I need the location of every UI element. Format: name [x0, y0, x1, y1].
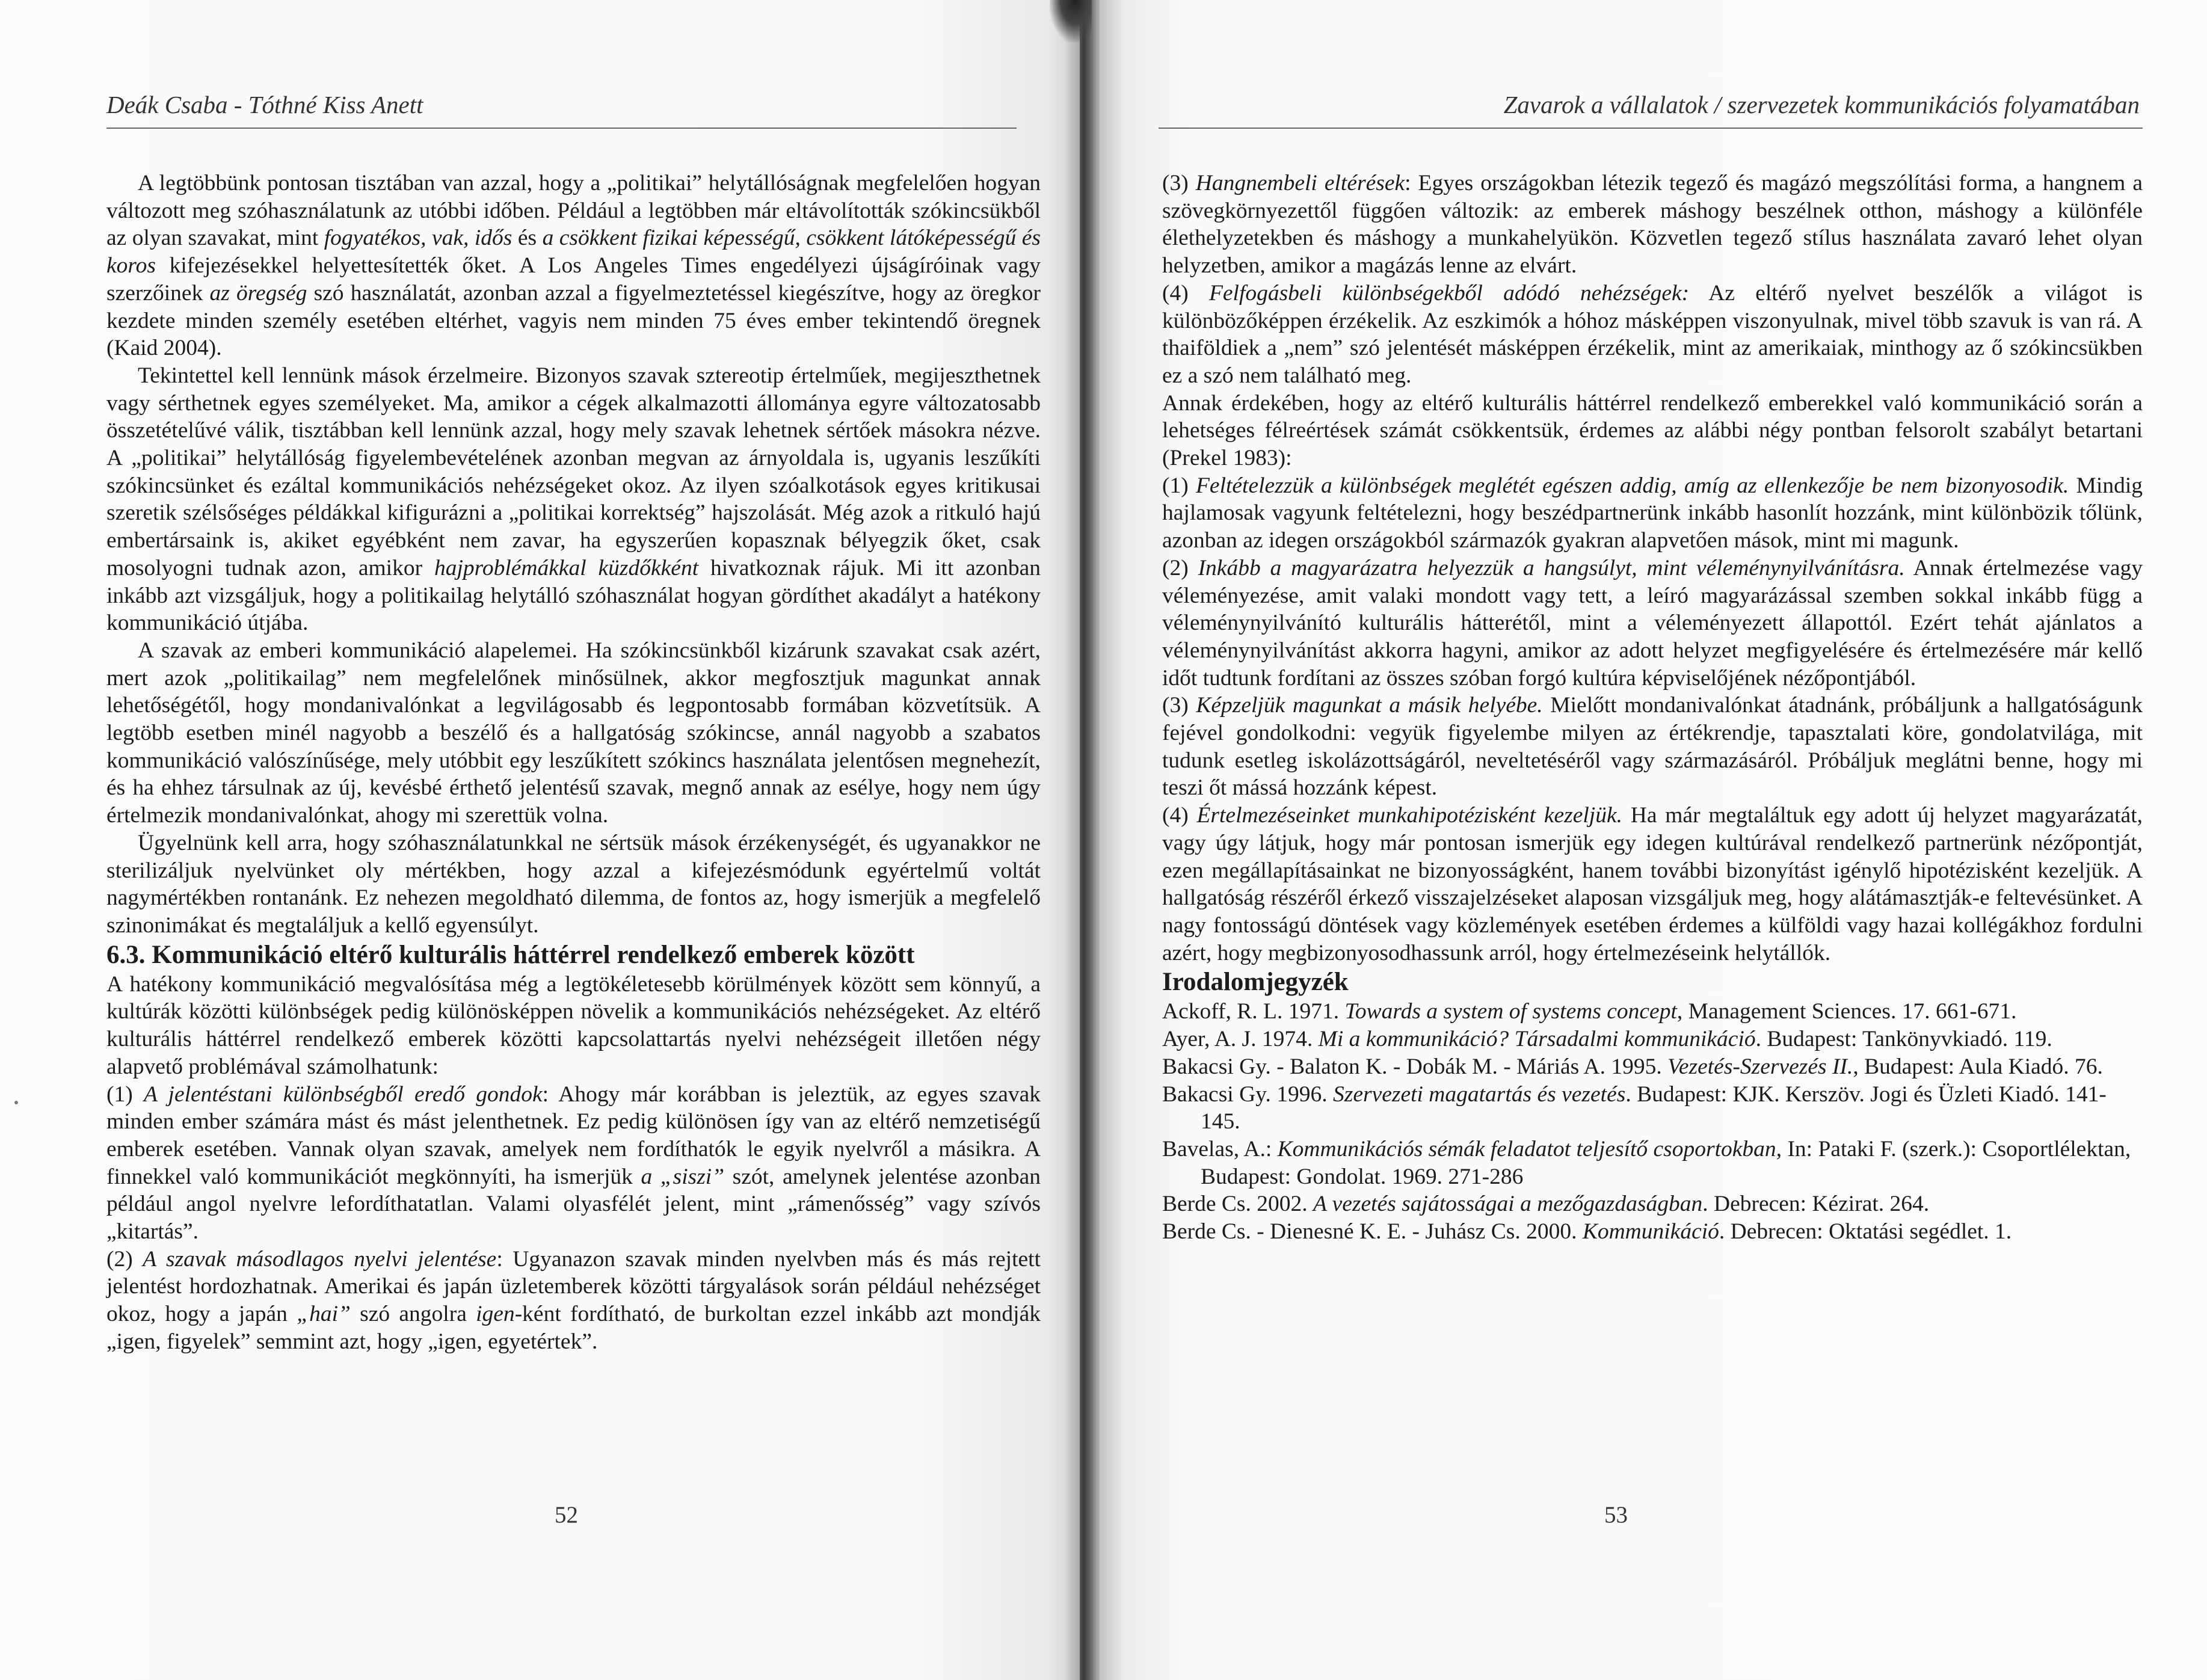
right-header-rule — [1159, 128, 2143, 129]
left-page-number: 52 — [555, 1502, 578, 1528]
right-list-item-4: (4) Felfogásbeli különbségekből adódó nehézségek: Az eltérő nyelvet beszélők a világot is különbözőképpen érzékelik. Az eszkimók a hóhoz másképpen viszonyulnak, mivel több szavuk is van rá. A thaiföldiek a „nem” szó jelentését másképpen érzékelik, mint az amerikaiak, minthogy az ő szókincsükben ez a szó nem található meg. — [1162, 280, 2143, 388]
book-spine-top-shadow — [1050, 0, 1092, 42]
left-paragraph-1: A legtöbbünk pontosan tisztában van azzal, hogy a „politikai” helytállóságnak megfelelően hogyan változott meg szóhasználatunk az utóbbi időben. Például a legtöbben már eltávolították szókincsükből az olyan szavakat, mint fogyatékos, vak, idős és a csökkent fizikai képességű, csökkent látóképességű és koros kifejezésekkel helyettesítették őket. A Los Angeles Times engedélyezi újságíróinak vagy szerzőinek az öregség szó használatát, azonban azzal a figyelmeztetéssel kiegészítve, hogy az öregkor kezdete minden személy esetében eltérhet, vagyis nem minden 75 éves ember tekintendő öregnek (Kaid 2004). — [106, 171, 1041, 361]
left-header-rule — [106, 128, 1017, 129]
left-paragraph-2: Tekintettel kell lennünk mások érzelmeire. Bizonyos szavak sztereotip értelműek, megijeszthetnek vagy sérthetnek egyes személyeket. Ma, amikor a cégek alkalmazotti állománya egyre változatosabb összetételűvé válik, tisztábban kell lennünk azzal, hogy mely szavak lehetnek sértőek másokra nézve. A „politikai” helytállóság figyelembevételének azonban megvan az árnyoldala is, ugyanis leszűkíti szókincsünket és ezáltal kommunikációs nehézségeket okoz. Az ilyen szóalkotások egyes kritikusai szeretik szélsőséges példákkal kifigurázni a „politikai korrektség” hajszolását. Még azok a ritkuló hajú embertársaink is, akiket egyébként nem zavar, ha egyszerűen kopasznak bélyegzik őket, csak mosolyogni tudnak azon, amikor hajproblémákkal küzdőkként hivatkoznak rájuk. Mi itt azonban inkább azt vizsgáljuk, hogy a politikailag helytálló szóhasználat hogyan gördíthet akadályt a hatékony kommunikáció útjába. — [106, 363, 1041, 636]
book-spine-shadow — [1063, 0, 1100, 1680]
left-body-text — [106, 170, 1041, 1356]
right-page — [1080, 0, 2207, 1680]
right-body-text — [1162, 170, 2143, 1246]
left-paragraph-5: A hatékony kommunikáció megvalósítása még a legtökéletesebb körülmények között sem könnyű, a kultúrák közötti különbségek pedig különösképpen növelik a kommunikációs nehézségeket. Az eltérő kulturális háttérrel rendelkező emberek közötti kapcsolattartás nyelvi nehézségeit illetően négy alapvető problémával számolhatunk: — [106, 971, 1041, 1079]
reference-item: Bavelas, A.: Kommunikációs sémák feladatot teljesítő csoportokban, In: Pataki F. (szerk.): Csoportlélektan, Budapest: Gondolat. 1969. 271-286 — [1162, 1136, 2131, 1189]
right-rule-1: (1) Feltételezzük a különbségek meglétét egészen addig, amíg az ellenkezője be nem bizonyosodik. Mindig hajlamosak vagyunk feltételezni, hogy beszédpartnerünk inkább hasonlít hozzánk, mint különbözik tőlünk, azonban az idegen országokból származók gyakran alapvetően mások, mint mi magunk. — [1162, 473, 2143, 553]
right-list-item-3: (3) Hangnembeli eltérések: Egyes országokban létezik tegező és magázó megszólítási forma, a hangnem a szövegkörnyezettől függően változik: az emberek máshogy beszélnek otthon, máshogy a különféle élethelyzetekben és máshogy a munkahelyükön. Közvetlen tegező stílus használata zavaró lehet olyan helyzetben, amikor a magázás lenne az elvárt. — [1162, 171, 2143, 278]
left-paragraph-3: A szavak az emberi kommunikáció alapelemei. Ha szókincsünkből kizárunk szavakat csak azért, mert azok „politikailag” nem megfelelőnek minősülnek, akkor megfosztjuk magunkat annak lehetőségétől, hogy mondanivalónkat a legvilágosabb és legpontosabb formában közvetítsük. A legtöbb esetben minél nagyobb a beszélő és a hallgatóság szókincse, annál nagyobb a szabatos kommunikáció valószínűsége, mely utóbbit egy leszűkített szókincs használata jelentősen megnehezít, és ha ehhez társulnak az új, kevésbé érthető jelentésű szavak, megnő annak az esélye, hogy nem úgy értelmezik mondanivalónkat, ahogy mi szerettük volna. — [106, 638, 1041, 828]
right-page-number: 53 — [1604, 1502, 1628, 1528]
reference-item: Bakacsi Gy. 1996. Szervezeti magatartás és vezetés. Budapest: KJK. Kerszöv. Jogi és Üzleti Kiadó. 141-145. — [1162, 1082, 2107, 1134]
left-list-item-2: (2) A szavak másodlagos nyelvi jelentése: Ugyanazon szavak minden nyelvben más és más rejtett jelentést hordozhatnak. Amerikai és japán üzletemberek közötti tárgyalások során például nehézséget okoz, hogy a japán „hai” szó angolra igen-ként fordítható, de burkoltan ezzel inkább azt mondják „igen, figyelek” semmint azt, hogy „igen, egyetértek”. — [106, 1246, 1041, 1354]
section-heading: 6.3. Kommunikáció eltérő kulturális háttérrel rendelkező emberek között — [106, 940, 915, 969]
reference-item: Berde Cs. 2002. A vezetés sajátosságai a mezőgazdaságban. Debrecen: Kézirat. 264. — [1162, 1192, 1930, 1217]
left-list-item-1: (1) A jelentéstani különbségből eredő gondok: Ahogy már korábban is jeleztük, az egyes szavak minden ember számára mást és mást jelenthetnek. Ez pedig különösen így van az eltérő nemzetiségű emberek esetében. Vannak olyan szavak, amelyek nem fordíthatók le egyik nyelvről a másikra. A finnekkel való kommunikációt megkönnyíti, ha ismerjük a „siszi” szót, amelynek jelentése azonban például angol nyelvre lefordíthatatlan. Valami olyasfélét jelent, mint „rámenősség” vagy szívós „kitartás”. — [106, 1082, 1041, 1245]
left-page — [0, 0, 1080, 1680]
right-rule-3: (3) Képzeljük magunkat a másik helyébe. Mielőtt mondanivalónkat átadnánk, próbáljunk a hallgatóságunk fejével gondolkodni: vegyük figyelembe milyen az értékrendje, tapasztalati köre, gondolatvilága, mit tudunk esetleg iskolázottságáról, neveltetéséről vagy származásáról. Próbáljuk meglátni benne, hogy mi teszi őt mássá hozzánk képest. — [1162, 693, 2143, 801]
reference-item: Bakacsi Gy. - Balaton K. - Dobák M. - Máriás A. 1995. Vezetés-Szervezés II., Budapest: Aula Kiadó. 76. — [1162, 1054, 2103, 1079]
right-rule-2: (2) Inkább a magyarázatra helyezzük a hangsúlyt, mint véleménynyilvánításra. Annak értelmezése vagy véleményezése, amit valaki mondott vagy tett, a leíró magyarázással szemben sokkal inkább függ a véleménynyilvánító kulturális hátterétől, mint a véleményezett állapottól. Ezért tehát ajánlatos a véleménynyilvánítást akkorra hagyni, amikor az adott helyzet megfigyelésére és értelmezésére már kellő időt tudtunk fordítani az összes szóban forgó kultúra képviselőjének nézőpontjából. — [1162, 555, 2143, 691]
reference-item: Berde Cs. - Dienesné K. E. - Juhász Cs. 2000. Kommunikáció. Debrecen: Oktatási segédlet. 1. — [1162, 1219, 2012, 1245]
right-paragraph-rules-intro: Annak érdekében, hogy az eltérő kulturális háttérrel rendelkező emberekkel való kommunikáció során a lehetséges félreértések számát csökkentsük, érdemes az alábbi négy pontban felsorolt szabályt betartani (Prekel 1983): — [1162, 390, 2143, 471]
reference-item: Ayer, A. J. 1974. Mi a kommunikáció? Társadalmi kommunikáció. Budapest: Tankönyvkiadó. 119. — [1162, 1027, 2052, 1052]
references-heading: Irodalomjegyzék — [1162, 968, 1349, 997]
reference-item: Ackoff, R. L. 1971. Towards a system of systems concept, Management Sciences. 17. 661-671. — [1162, 999, 2017, 1024]
right-rule-4: (4) Értelmezéseinket munkahipotézisként kezeljük. Ha már megtaláltuk egy adott új helyzet magyarázatát, vagy úgy látjuk, hogy már pontosan ismerjük egy idegen kultúrával rendelkező partnerünk nézőpontját, ezen megállapításainkat ne bizonyosságként, hanem további bizonyítást igénylő hipotézisként kezeljük. A hallgatóság részéről érkező visszajelzéseket alaposan vizsgáljuk meg, hogy alátámasztják-e feltevésünket. A nagy fontosságú döntések vagy közlemények esetében érdemes a külföldi vagy hazai kollégákhoz fordulni azért, hogy megbizonyosodhassunk arról, hogy értelmezéseink helytállók. — [1162, 803, 2143, 965]
right-running-header: Zavarok a vállalatok / szervezetek kommunikációs folyamatában — [1503, 91, 2140, 118]
left-running-header: Deák Csaba - Tóthné Kiss Anett — [106, 91, 423, 118]
left-paragraph-4: Ügyelnünk kell arra, hogy szóhasználatunkkal ne sértsük mások érzékenységét, és ugyanakkor ne sterilizáljuk nyelvünket oly mértékben, hogy azzal a kifejezésmódunk egyértelmű voltát nagymértékben rontanánk. Ez nehezen megoldható dilemma, de fontos az, hogy ismerjük a megfelelő szinonimákat és megtaláljuk a kellő egyensúlyt. — [106, 830, 1041, 938]
scan-speck — [14, 1101, 18, 1104]
